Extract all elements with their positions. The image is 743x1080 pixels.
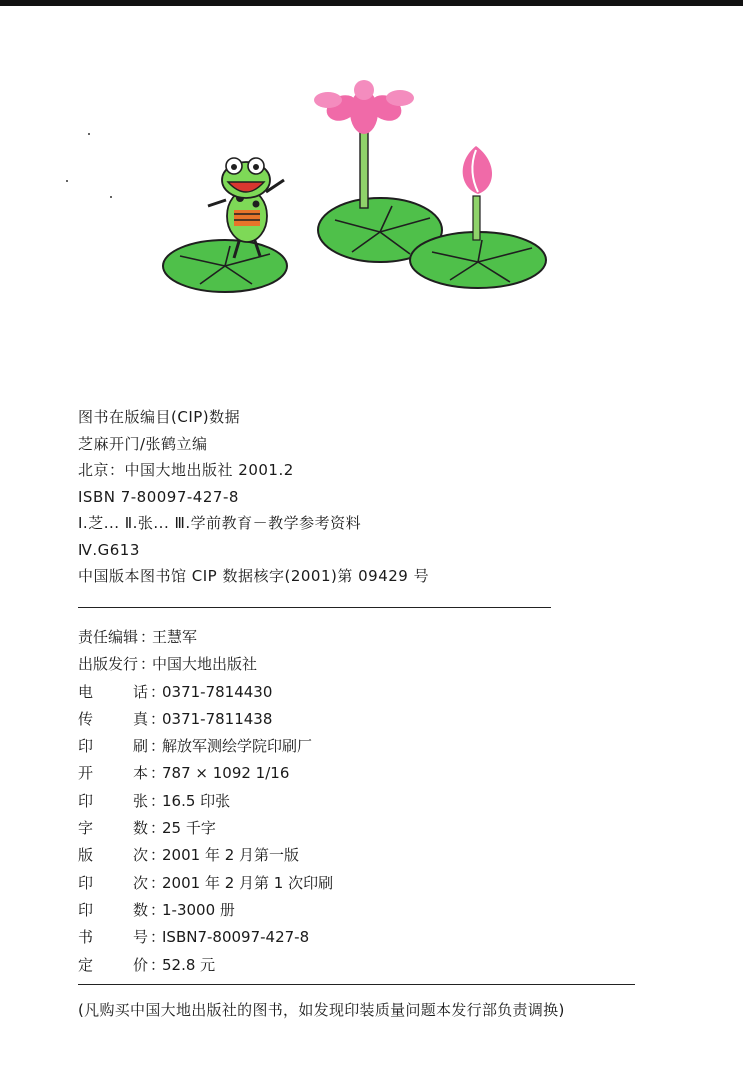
detail-row [78,815,638,842]
detail-label: 印 刷 [78,737,148,756]
cip-data-block [78,404,678,590]
divider-lower [78,984,635,985]
replacement-notice: (凡购买中国大地出版社的图书，如发现印装质量问题本发行部负责调换) [78,1001,565,1019]
detail-label: 电 话 [78,682,148,701]
detail-label: 印 张 [78,791,148,810]
detail-label: 责任编辑 [78,628,139,646]
detail-row [78,733,638,760]
detail-value: 中国大地出版社 [152,655,258,674]
lotus-bud [463,146,492,194]
detail-value: 解放军测绘学院印刷厂 [162,737,313,756]
detail-row [78,651,638,678]
detail-label: 印 数 [78,900,148,919]
detail-colon: ： [150,928,166,947]
detail-value: ISBN7-80097-427-8 [162,928,310,947]
detail-value: 2001 年 2 月第一版 [162,846,300,865]
detail-colon: ： [140,628,156,646]
detail-label: 定 价 [78,955,148,974]
detail-label: 印 次 [78,873,148,892]
detail-row [78,624,638,651]
detail-label: 开 本 [78,764,148,783]
detail-colon: ： [150,846,166,865]
detail-value: 52.8 元 [162,955,216,974]
lotus-stem-short [473,196,480,240]
detail-colon: ： [150,682,166,701]
detail-colon: ： [140,655,156,674]
frog-lotus-illustration [160,70,560,310]
cip-number-line: 中国版本图书馆 CIP 数据核字(2001)第 09429 号 [78,567,430,585]
publication-details [78,624,638,979]
detail-colon: ： [150,791,166,810]
detail-value: 王慧军 [152,628,198,646]
leaf-left [163,240,287,292]
detail-value: 0371-7811438 [162,709,273,728]
cip-publish-line: 北京：中国大地出版社 2001.2 [78,461,294,479]
detail-row [78,924,638,951]
cip-title-line: 芝麻开门/张鹤立编 [78,434,208,453]
cip-heading: 图书在版编目(CIP)数据 [78,408,241,426]
detail-row [78,679,638,706]
detail-value: 0371-7814430 [162,682,273,701]
detail-colon: ： [150,764,166,783]
cip-class-line: Ⅳ.G613 [78,540,140,559]
detail-row [78,788,638,815]
detail-label: 出版发行 [78,655,139,674]
detail-value: 1-3000 册 [162,900,235,919]
top-border [0,0,743,6]
speck [66,180,68,182]
detail-row [78,897,638,924]
cip-subjects-line: Ⅰ.芝... Ⅱ.张... Ⅲ.学前教育－教学参考资料 [78,514,362,532]
speck [88,133,90,135]
detail-label: 版 次 [78,846,148,865]
detail-row [78,842,638,869]
detail-colon: ： [150,900,166,919]
lotus-stem-tall [360,128,368,208]
detail-label: 书 号 [78,928,148,947]
detail-row [78,952,638,979]
detail-row [78,870,638,897]
lotus-flower-open [314,80,414,134]
divider-upper [78,607,551,608]
detail-colon: ： [150,819,166,838]
cip-isbn-line: ISBN 7-80097-427-8 [78,487,239,506]
detail-value: 2001 年 2 月第 1 次印刷 [162,873,334,892]
detail-row [78,760,638,787]
speck [110,196,112,198]
detail-row [78,706,638,733]
detail-colon: ： [150,873,166,892]
detail-value: 16.5 印张 [162,791,231,810]
detail-value: 787 × 1092 1/16 [162,764,290,783]
detail-value: 25 千字 [162,819,216,838]
detail-colon: ： [150,737,166,756]
detail-colon: ： [150,955,166,974]
detail-label: 传 真 [78,709,148,728]
detail-colon: ： [150,709,166,728]
detail-label: 字 数 [78,819,148,838]
